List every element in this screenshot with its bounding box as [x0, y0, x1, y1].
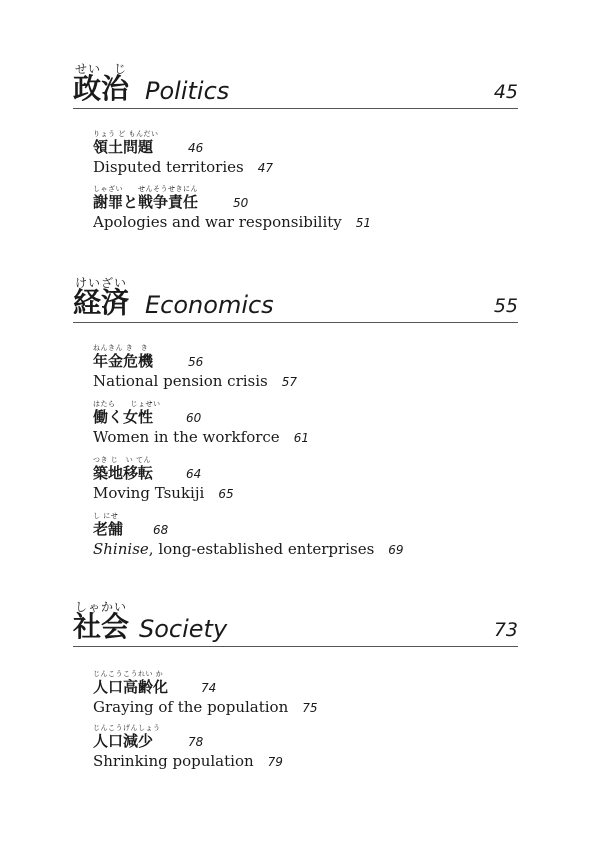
toc-entry-women-workforce[interactable] [93, 400, 513, 450]
entry-ruby: りょう ど もんだい [93, 130, 159, 138]
entry-jp-page-number[interactable]: 74 [201, 681, 217, 695]
entry-ruby: し にせ [93, 512, 119, 520]
section-society [73, 598, 518, 770]
section-page-number[interactable]: 73 [493, 619, 518, 641]
section-heading [73, 60, 518, 109]
section-title-jp: 社会 [73, 610, 130, 643]
entry-en-page-number[interactable]: 65 [218, 487, 234, 501]
entry-title-en: Apologies and war responsibility 51 [93, 213, 372, 231]
entry-en-page-number[interactable]: 51 [355, 216, 372, 230]
entry-ruby: つき じ い てん [93, 456, 151, 464]
toc-entry-disputed-territories[interactable] [93, 130, 513, 180]
toc-entry-moving-tsukiji[interactable] [93, 456, 513, 506]
entry-title-jp: 謝罪と戦争責任 [93, 193, 199, 211]
entry-title-jp: 人口減少 [93, 732, 154, 750]
entry-jp-page-number[interactable]: 68 [153, 523, 169, 537]
entry-jp-page-number[interactable]: 64 [186, 467, 202, 481]
entry-jp-page-number[interactable]: 60 [186, 411, 202, 425]
entry-title-en: Graying of the population 75 [93, 698, 318, 716]
toc-entry-shinise[interactable] [93, 512, 513, 562]
entry-title-en: Shrinking population 79 [93, 752, 283, 770]
toc-entry-graying-population[interactable] [93, 670, 513, 720]
section-ruby: しゃかい [75, 600, 128, 614]
entry-title-jp: 老舗 [93, 520, 124, 538]
entry-jp-page-number[interactable]: 78 [188, 735, 204, 749]
section-title-jp: 経済 [73, 286, 130, 319]
entry-ruby: じんこうこうれい か [93, 670, 164, 678]
entry-title-en: Women in the workforce 61 [93, 428, 309, 446]
section-title-jp: 政治 [73, 72, 130, 105]
section-page-number[interactable]: 55 [493, 295, 518, 317]
entry-en-page-number[interactable]: 61 [293, 431, 309, 445]
section-page-number[interactable]: 45 [493, 81, 518, 103]
section-heading [73, 274, 518, 323]
entry-en-page-number[interactable]: 69 [388, 543, 404, 557]
section-heading [73, 598, 518, 647]
entry-jp-page-number[interactable]: 50 [233, 196, 249, 210]
toc-entry-apologies[interactable] [93, 185, 513, 235]
entry-ruby: しゃざい せんそうせきにん [93, 185, 198, 193]
section-title-en: Society [139, 615, 228, 643]
entry-ruby: ねんきん き き [93, 344, 149, 352]
entry-title-en: National pension crisis 57 [93, 372, 298, 390]
entry-title-jp: 年金危機 [93, 352, 154, 370]
entry-en-page-number[interactable]: 47 [257, 161, 273, 175]
entry-title-en: Disputed territories 47 [93, 158, 273, 176]
section-title-en: Economics [145, 291, 274, 319]
entry-ruby: じんこうげんしょう [93, 724, 161, 732]
section-politics [73, 60, 518, 231]
entry-title-en: Moving Tsukiji 65 [93, 484, 234, 502]
section-ruby: けいざい [75, 276, 128, 290]
entry-title-jp: 人口高齢化 [93, 678, 169, 696]
entry-jp-page-number[interactable]: 56 [188, 355, 204, 369]
entry-title-jp: 築地移転 [93, 464, 154, 482]
entry-title-jp: 働く女性 [93, 408, 154, 426]
entry-en-page-number[interactable]: 75 [302, 701, 318, 715]
toc-entry-pension-crisis[interactable] [93, 344, 513, 394]
section-title-en: Politics [145, 77, 230, 105]
section-economics [73, 274, 518, 558]
entry-title-en: Shinise, long-established enterprises 69 [93, 540, 404, 558]
entry-en-page-number[interactable]: 79 [267, 755, 283, 769]
entry-ruby: はたら じょせい [93, 400, 161, 408]
section-ruby: せい じ [75, 62, 128, 76]
toc-entry-shrinking-population[interactable] [93, 724, 513, 774]
entry-title-jp: 領土問題 [93, 138, 154, 156]
entry-jp-page-number[interactable]: 46 [188, 141, 204, 155]
entry-en-page-number[interactable]: 57 [281, 375, 298, 389]
